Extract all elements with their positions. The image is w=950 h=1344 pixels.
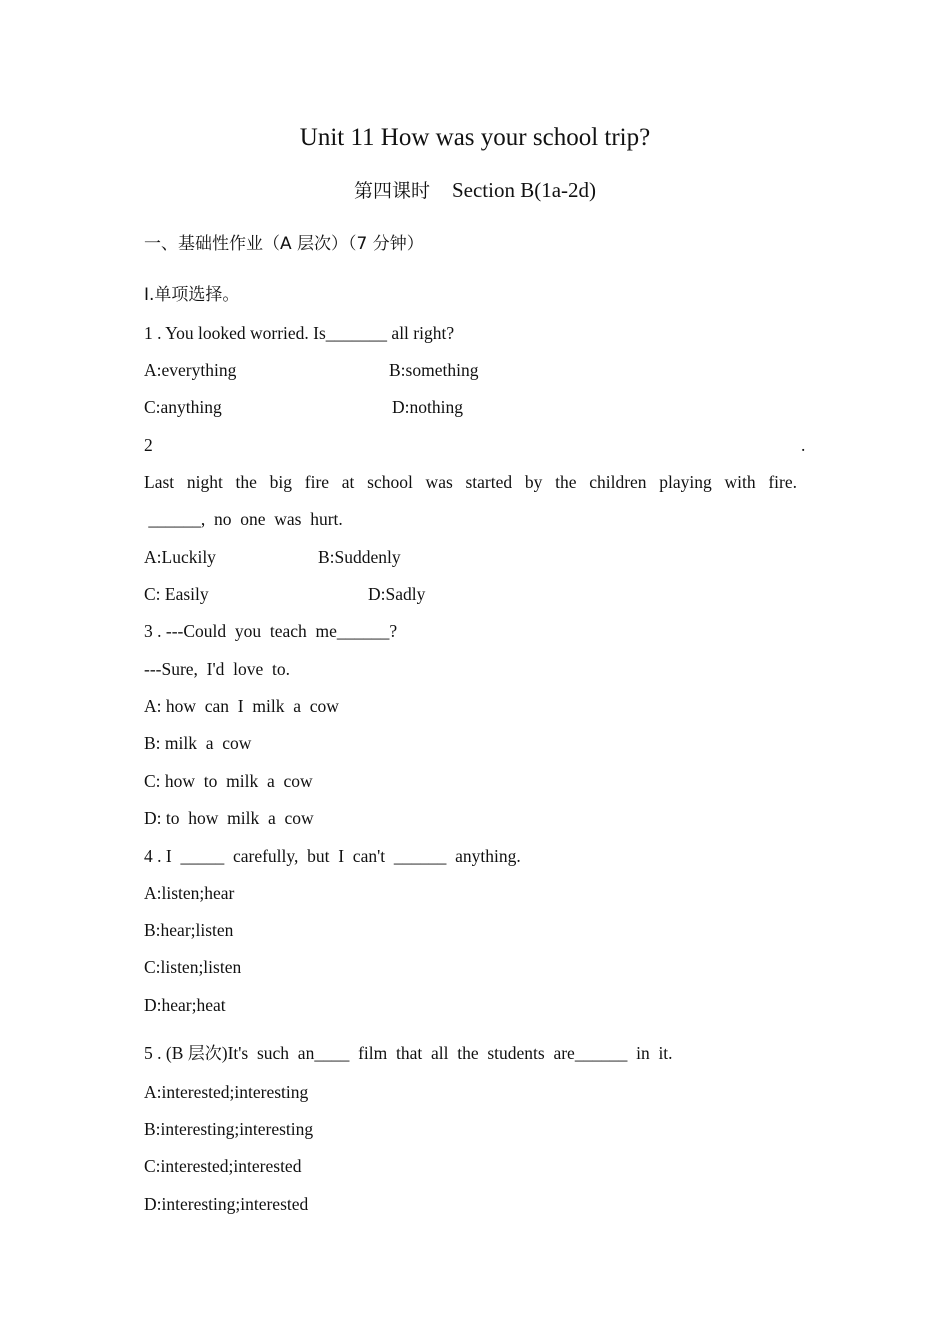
question-4-stem: 4 . I _____ carefully, but I can't ______ anything. xyxy=(144,846,521,866)
question-2-stem-line1: Last night the big fire at school was started by the children playing with fire. xyxy=(144,472,797,492)
subtitle-lesson: 第四课时 xyxy=(353,180,430,202)
question-1-option-a: A:everything xyxy=(144,360,237,380)
question-1-option-d: D:nothing xyxy=(392,397,463,417)
question-5-stem xyxy=(144,1039,673,1064)
question-3-reply: ---Sure, I'd love to. xyxy=(144,659,291,679)
question-2-option-d: D:Sadly xyxy=(368,584,426,604)
question-2-dot: . xyxy=(801,435,806,455)
question-2-option-a: A:Luckily xyxy=(144,547,216,567)
question-4-option-b: B:hear;listen xyxy=(144,920,234,940)
question-5-option-c: C:interested;interested xyxy=(144,1156,302,1176)
question-5-option-b: B:interesting;interesting xyxy=(144,1119,314,1139)
question-4-option-d: D:hear;heat xyxy=(144,995,226,1015)
question-1-option-b: B:something xyxy=(389,360,479,380)
question-1-option-c: C:anything xyxy=(144,397,222,417)
question-5-level: 层次 xyxy=(187,1044,222,1064)
page-title: Unit 11 How was your school trip? xyxy=(299,124,651,151)
page-subtitle xyxy=(0,176,950,203)
homework-heading: 一、基础性作业（A 层次）（7 分钟） xyxy=(144,234,424,254)
question-5-text: )It's such an____ film that all the students are______ in it. xyxy=(221,1043,673,1063)
question-2-number: 2 xyxy=(144,435,153,455)
question-2-option-c: C: Easily xyxy=(144,584,209,604)
question-4-option-c: C:listen;listen xyxy=(144,957,242,977)
question-1-stem: 1 . You looked worried. Is_______ all right? xyxy=(144,323,455,343)
question-3-option-d: D: to how milk a cow xyxy=(144,808,314,828)
question-3-stem: 3 . ---Could you teach me______? xyxy=(144,621,398,641)
question-2-option-b: B:Suddenly xyxy=(318,547,401,567)
question-3-option-c: C: how to milk a cow xyxy=(144,771,313,791)
question-3-option-b: B: milk a cow xyxy=(144,733,252,753)
subtitle-section: Section B(1a-2d) xyxy=(451,178,597,202)
question-5-option-a: A:interested;interesting xyxy=(144,1082,309,1102)
question-5-number: 5 . (B xyxy=(144,1043,188,1063)
question-3-option-a: A: how can I milk a cow xyxy=(144,696,339,716)
question-2-stem-line2: ______, no one was hurt. xyxy=(144,509,343,529)
section-heading: I.单项选择。 xyxy=(144,285,240,305)
question-5-option-d: D:interesting;interested xyxy=(144,1194,309,1214)
question-4-option-a: A:listen;hear xyxy=(144,883,235,903)
